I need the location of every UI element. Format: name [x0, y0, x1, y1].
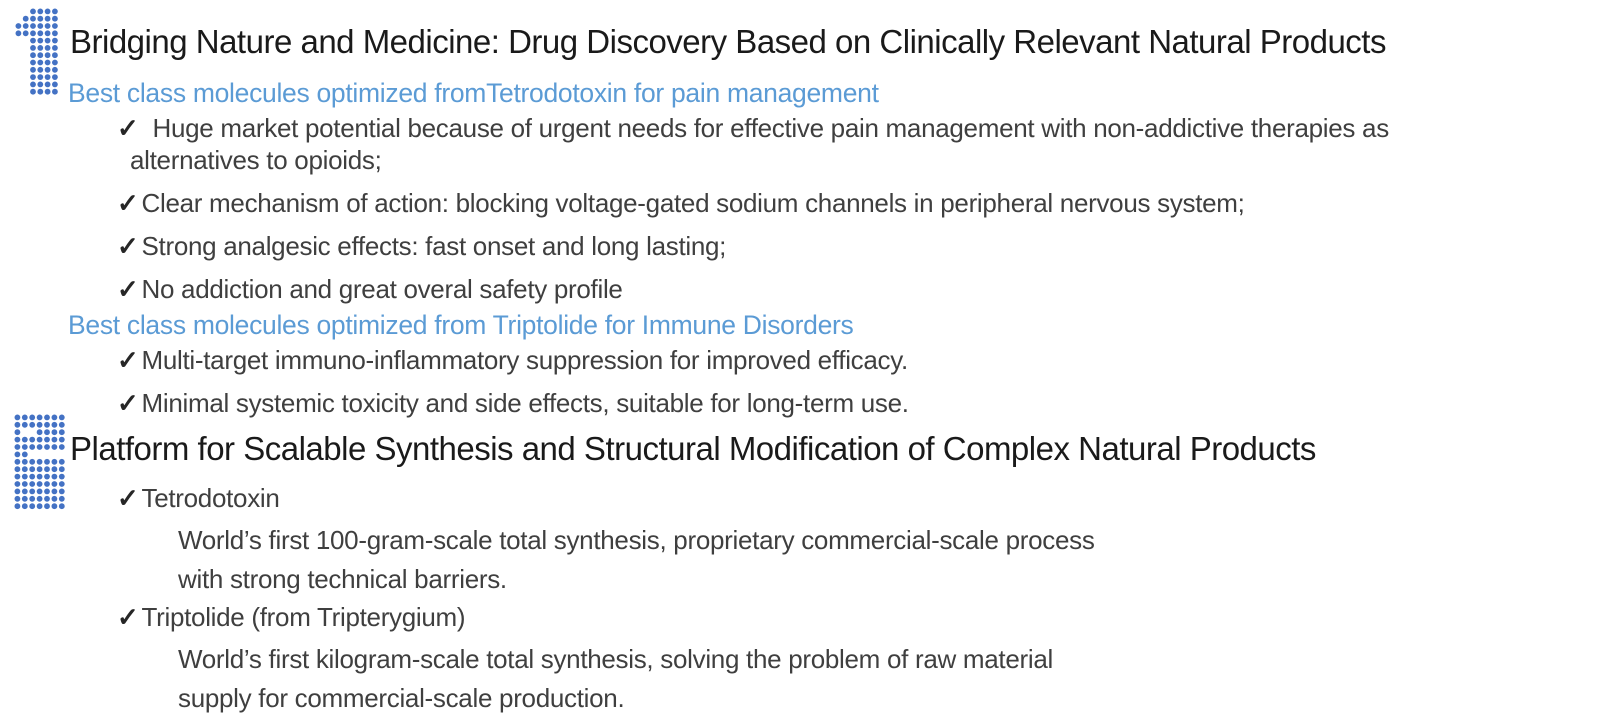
- checkmark-icon: ✓: [117, 274, 139, 304]
- detail-text-line: World’s first kilogram-scale total synthesis, solving the problem of raw material: [178, 644, 1053, 674]
- bullet-item: [117, 187, 1600, 219]
- section-2-title: Platform for Scalable Synthesis and Structural Modification of Complex Natural Products: [70, 430, 1316, 467]
- bullet-item: [117, 273, 1600, 305]
- checkmark-icon: ✓: [117, 113, 139, 143]
- detail-text-line: supply for commercial-scale production.: [178, 683, 625, 713]
- checkmark-icon: ✓: [117, 388, 139, 418]
- bullet-text: Multi-target immuno-inflammatory suppression for improved efficacy.: [141, 345, 908, 375]
- bullet-text: Clear mechanism of action: blocking voltage-gated sodium channels in peripheral nervous system;: [141, 188, 1245, 218]
- group-subheading: Best class molecules optimized from Triptolide for Immune Disorders: [68, 310, 854, 340]
- detail-text-line: with strong technical barriers.: [178, 564, 507, 594]
- bullet-text: Strong analgesic effects: fast onset and long lasting;: [141, 231, 727, 261]
- section-1-body: [0, 77, 1600, 419]
- bullet-text-wrap-line: alternatives to opioids;: [130, 145, 382, 175]
- bullet-item: [117, 344, 1600, 376]
- section-2-body: [0, 482, 1600, 718]
- section-1-title: Bridging Nature and Medicine: Drug Discovery Based on Clinically Relevant Natural Products: [70, 23, 1386, 60]
- checkmark-icon: ✓: [117, 483, 139, 513]
- bullet-item: [117, 230, 1600, 262]
- checkmark-icon: ✓: [117, 602, 139, 632]
- checkmark-icon: ✓: [117, 345, 139, 375]
- bullet-text: No addiction and great overal safety profile: [141, 274, 623, 304]
- detail-text-line: World’s first 100-gram-scale total synthesis, proprietary commercial-scale process: [178, 525, 1095, 555]
- bullet-item: [117, 482, 1600, 514]
- group-subheading: Best class molecules optimized fromTetrodotoxin for pain management: [68, 78, 879, 108]
- checkmark-icon: ✓: [117, 231, 139, 261]
- bullet-item: [117, 112, 1600, 144]
- bullet-item: [117, 387, 1600, 419]
- bullet-text: Triptolide (from Tripterygium): [141, 602, 466, 632]
- bullet-item: [117, 601, 1600, 633]
- checkmark-icon: ✓: [117, 188, 139, 218]
- bullet-text: Minimal systemic toxicity and side effects, suitable for long-term use.: [141, 388, 909, 418]
- bullet-text: Huge market potential because of urgent needs for effective pain management with non-addictive therapies as: [152, 113, 1389, 143]
- bullet-text: Tetrodotoxin: [141, 483, 280, 513]
